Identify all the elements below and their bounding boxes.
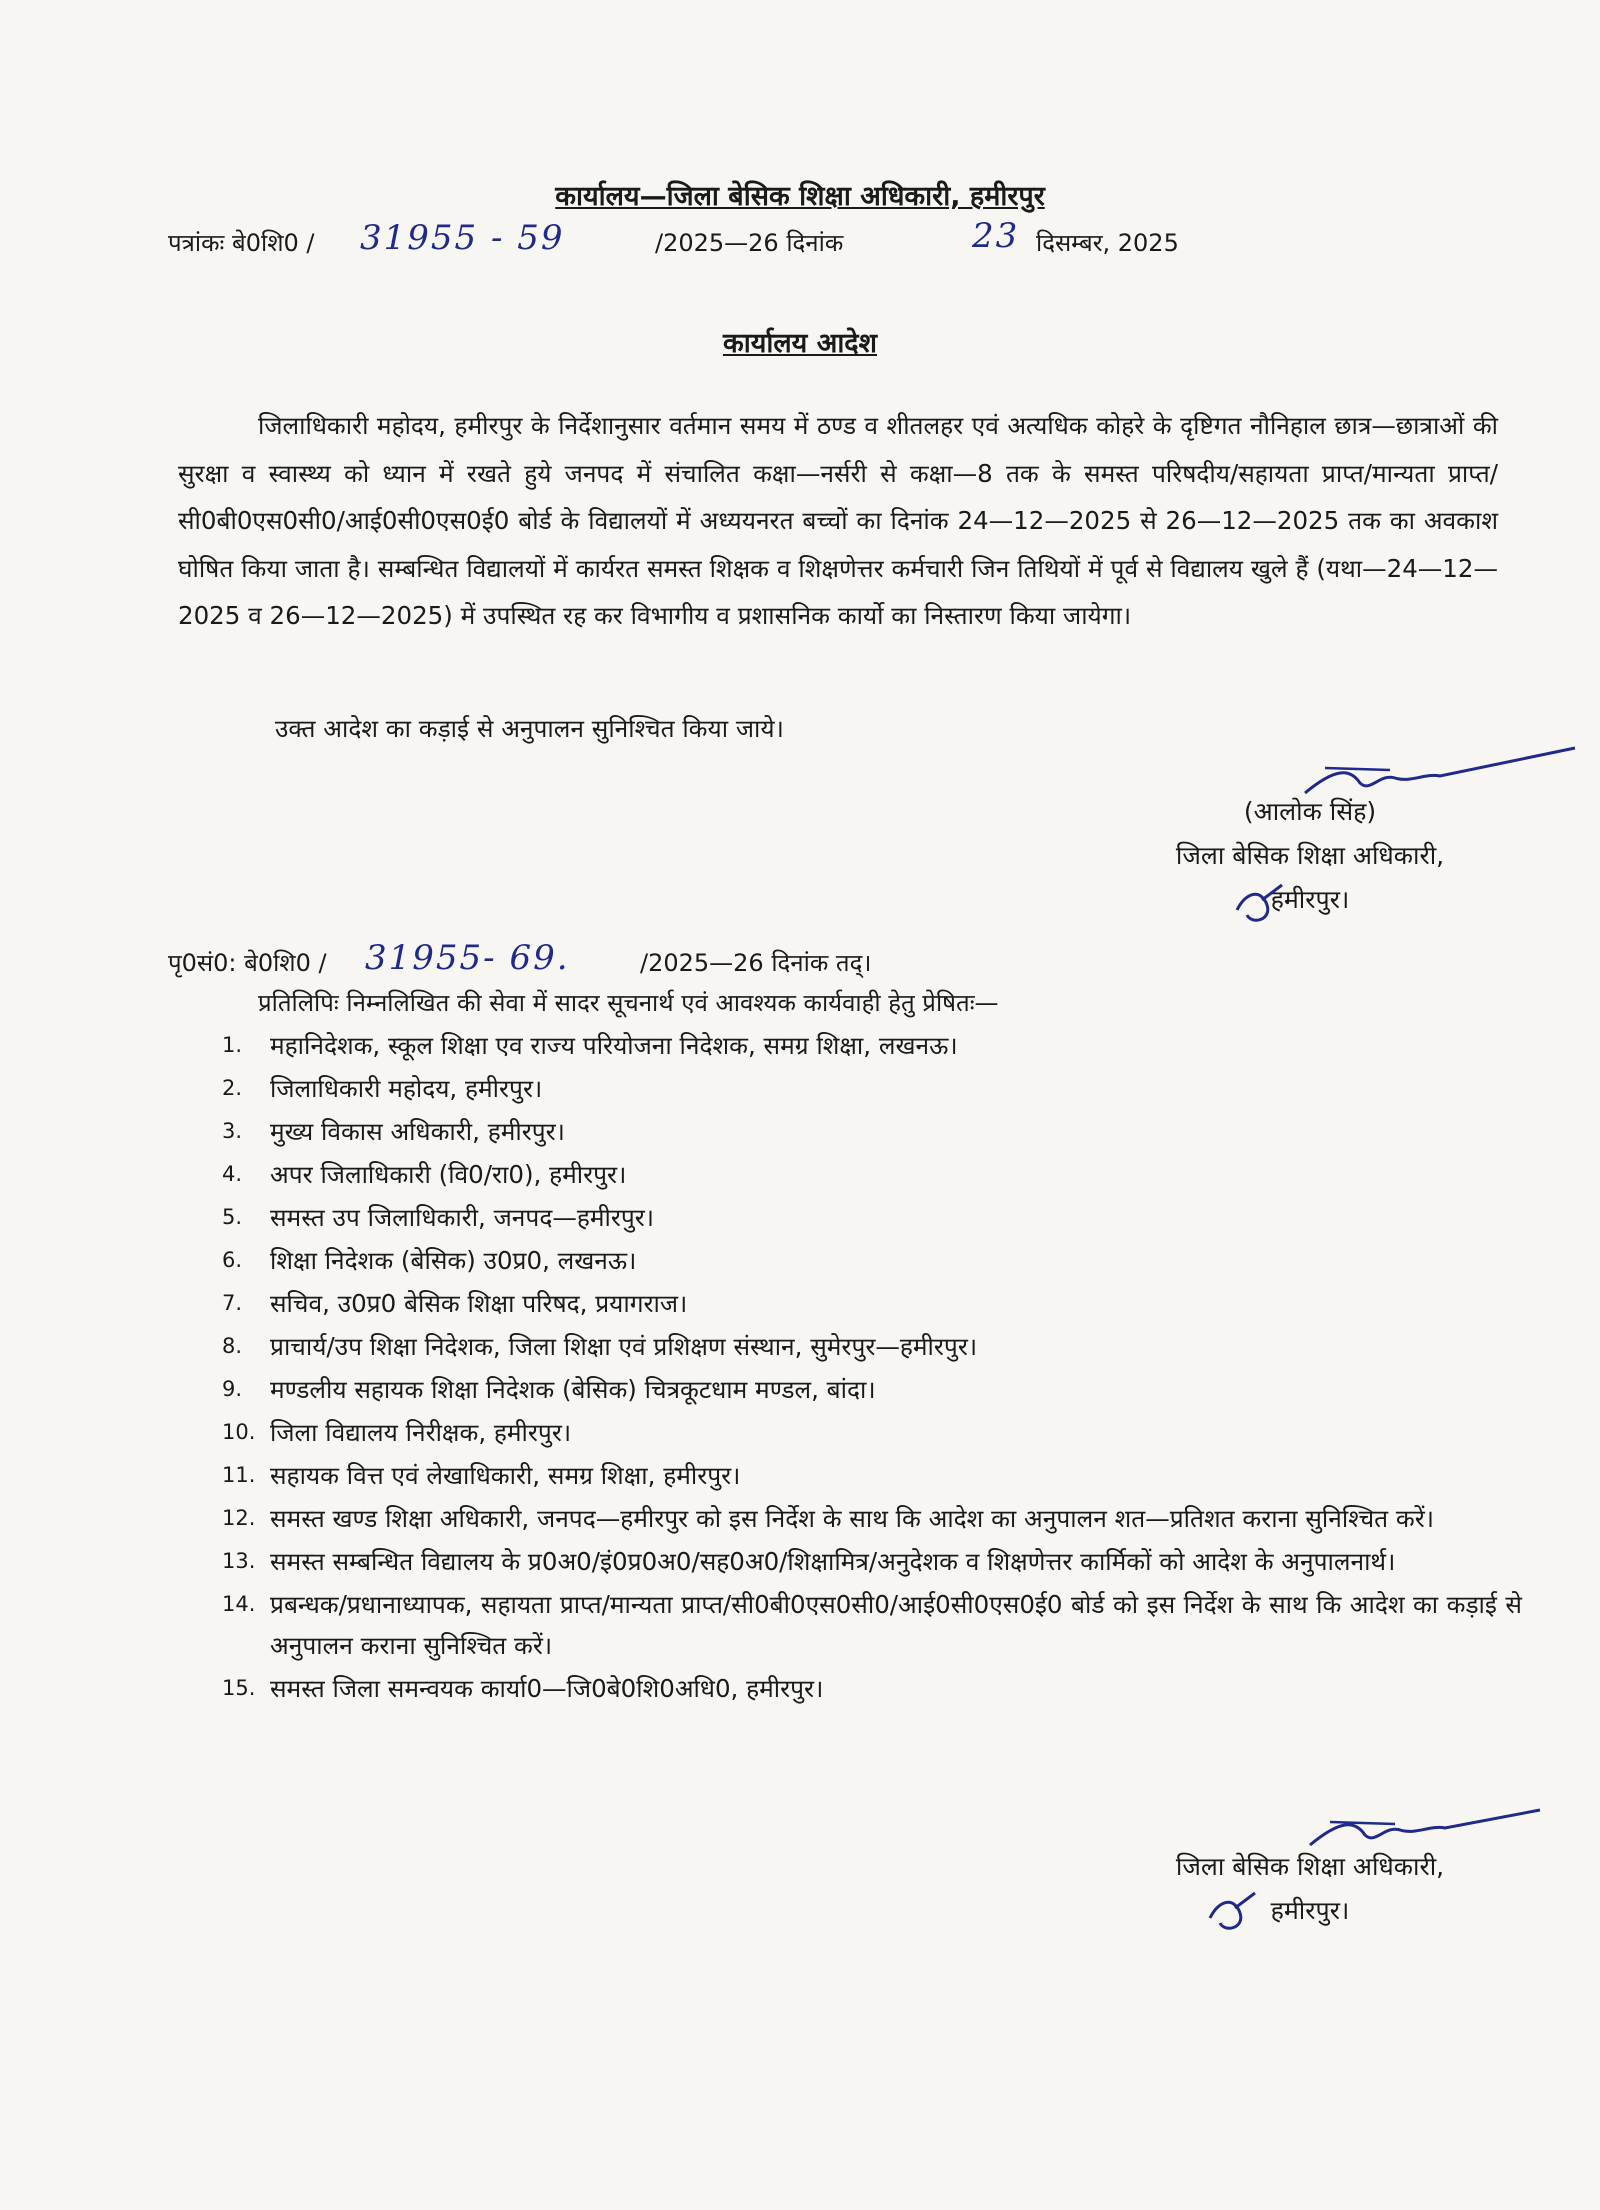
signature-block-2 <box>1125 1845 1495 1933</box>
office-title: कार्यालय—जिला बेसिक शिक्षा अधिकारी, हमीरपुर <box>555 181 1045 212</box>
session-date-label: /2025—26 दिनांक <box>655 229 844 257</box>
copy-intro: प्रतिलिपिः निम्नलिखित की सेवा में सादर सूचनार्थ एवं आवश्यक कार्यवाही हेतु प्रेषितः— <box>258 989 999 1017</box>
letter-number-label: पत्रांकः बे0शि0 / <box>168 229 315 257</box>
letter-number-handwritten: 31955 - 59 <box>360 218 565 258</box>
list-item: 11. सहायक वित्त एवं लेखाधिकारी, समग्र शिक्षा, हमीरपुर। <box>222 1461 741 1490</box>
copy-ref-handwritten: 31955- 69. <box>365 938 570 978</box>
list-item: 15. समस्त जिला समन्वयक कार्या0—जि0बे0शि0अधि0, हमीरपुर। <box>222 1674 824 1703</box>
list-item: 6. शिक्षा निदेशक (बेसिक) उ0प्र0, लखनऊ। <box>222 1246 637 1275</box>
list-item: 13. समस्त सम्बन्धित विद्यालय के प्र0अ0/इं0प्र0अ0/सह0अ0/शिक्षामित्र/अनुदेशक व शिक्षणेत्तर कार्मिकों को आदेश के अनुपालनार्थ। <box>222 1547 1396 1576</box>
signatory-place: हमीरपुर। <box>1270 1896 1350 1925</box>
list-item: 12. समस्त खण्ड शिक्षा अधिकारी, जनपद—हमीरपुर को इस निर्देश के साथ कि आदेश का अनुपालन शत—प्रतिशत कराना सुनिश्चित करें। <box>222 1504 1435 1533</box>
list-item: 3. मुख्य विकास अधिकारी, हमीरपुर। <box>222 1117 565 1146</box>
copy-ref-label: पृ0सं0: बे0शि0 / <box>168 949 327 977</box>
list-item: 4. अपर जिलाधिकारी (वि0/रा0), हमीरपुर। <box>222 1160 627 1189</box>
signatory-designation: जिला बेसिक शिक्षा अधिकारी, <box>1175 1852 1445 1881</box>
list-item: 5. समस्त उप जिलाधिकारी, जनपद—हमीरपुर। <box>222 1203 655 1232</box>
signatory-name: (आलोक सिंह) <box>1243 797 1377 826</box>
compliance-line: उक्त आदेश का कड़ाई से अनुपालन सुनिश्चित किया जाये। <box>275 714 784 743</box>
order-title: कार्यालय आदेश <box>722 328 878 359</box>
copy-ref-date: /2025—26 दिनांक तद्। <box>640 949 872 977</box>
list-item: 10. जिला विद्यालय निरीक्षक, हमीरपुर। <box>222 1418 572 1447</box>
list-item: 9. मण्डलीय सहायक शिक्षा निदेशक (बेसिक) चित्रकूटधाम मण्डल, बांदा। <box>222 1375 876 1404</box>
list-item: 7. सचिव, उ0प्र0 बेसिक शिक्षा परिषद, प्रयागराज। <box>222 1289 688 1318</box>
date-day-handwritten: 23 <box>972 216 1020 256</box>
list-item: 2. जिलाधिकारी महोदय, हमीरपुर। <box>222 1074 543 1103</box>
initial-scribble-1 <box>1232 880 1292 930</box>
signatory-place: हमीरपुर। <box>1270 885 1350 914</box>
initial-scribble-2 <box>1205 1888 1265 1938</box>
date-month-year: दिसम्बर, 2025 <box>1036 229 1179 257</box>
list-item: 1. महानिदेशक, स्कूल शिक्षा एव राज्य परियोजना निदेशक, समग्र शिक्षा, लखनऊ। <box>222 1031 958 1060</box>
list-item: 14. प्रबन्धक/प्रधानाध्यापक, सहायता प्राप्त/मान्यता प्राप्त/सी0बी0एस0सी0/आई0सी0एस0ई0 बोर्ड को इस निर्देश के साथ कि आदेश का कड़ाई से अनुपालन कराना सुनिश्चित करें। <box>222 1590 1522 1660</box>
recipients-list <box>222 1025 1522 1711</box>
list-item: 8. प्राचार्य/उप शिक्षा निदेशक, जिला शिक्षा एवं प्रशिक्षण संस्थान, सुमेरपुर—हमीरपुर। <box>222 1332 978 1361</box>
signatory-designation: जिला बेसिक शिक्षा अधिकारी, <box>1175 841 1445 870</box>
order-paragraph: जिलाधिकारी महोदय, हमीरपुर के निर्देशानुसार वर्तमान समय में ठण्ड व शीतलहर एवं अत्यधिक कोहरे के दृष्टिगत नौनिहाल छात्र—छात्राओं की सुरक्षा व स्वास्थ्य को ध्यान में रखते हुये जनपद में संचालित कक्षा—नर्सरी से कक्षा—8 तक के समस्त परिषदीय/सहायता प्राप्त/मान्यता प्राप्त/सी0बी0एस0सी0/आई0सी0एस0ई0 बोर्ड के विद्यालयों में अध्ययनरत बच्चों का दिनांक 24—12—2025 से 26—12—2025 तक का अवकाश घोषित किया जाता है। सम्बन्धित विद्यालयों में कार्यरत समस्त शिक्षक व शिक्षणेत्तर कर्मचारी जिन तिथियों में पूर्व से विद्यालय खुले हैं (यथा—24—12—2025 व 26—12—2025) में उपस्थित रह कर विभागीय व प्रशासनिक कार्यो का निस्तारण किया जायेगा। <box>178 411 1498 630</box>
signature-block-1 <box>1130 790 1490 922</box>
